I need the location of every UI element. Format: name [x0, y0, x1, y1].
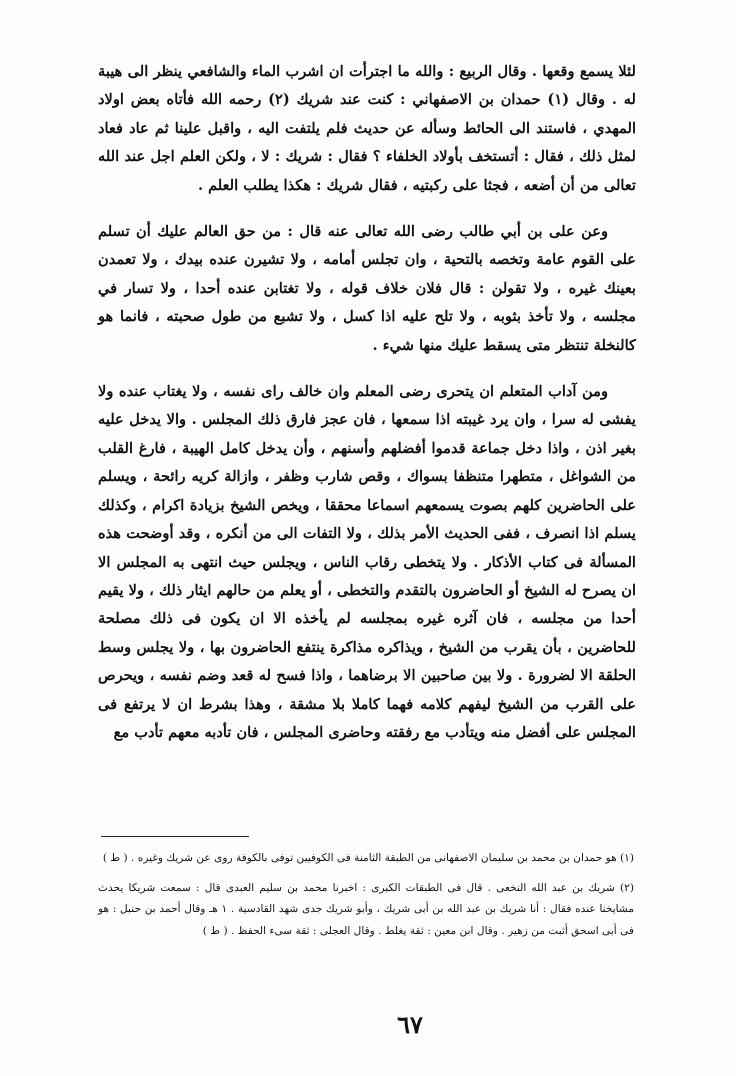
footnote-2: (٢) شريك بن عبد الله النخعى . قال فى الطبقات الكبرى : اخبرنا محمد بن سليم العبدى قال : سمعت شريكا يحدث مشايخنا عنده فقال : أنا شريك بن عبد الله بن أبى شريك ، وأبو شريك جدى شهد القادسية . ١ هـ وقال أحمد بن حنبل : هو فى أبى اسحق أثبت من زهير . وقال ابن معين : ثقة يغلط . وقال العجلى : ثقة سىء الحفظ . ( ط ) [98, 882, 635, 937]
footnote-separator [101, 836, 249, 837]
paragraph-1: لئلا يسمع وقعها . وقال الربيع : والله ما اجترأت ان اشرب الماء والشافعي ينظر الى هيبة له . وقال (١) حمدان بن الاصفهاني : كنت عند شريك (٢) رحمه الله فأتاه بعض اولاد المهدي ، فاستند الى الحائط وسأله عن حديث فلم يلتفت اليه ، واقبل علينا ثم عاد فعاد لمثل ذلك ، فقال : أتستخف بأولاد الخلفاء ؟ فقال : شريك : لا ، ولكن العلم اجل عند الله تعالى من أن أضعه ، فجثا على ركبتيه ، فقال شريك : هكذا يطلب العلم . [98, 63, 636, 194]
footnotes [98, 848, 634, 942]
paragraph-3: ومن آداب المتعلم ان يتحرى رضى المعلم وان خالف راى نفسه ، ولا يغتاب عنده ولا يفشى له سرا ، وان يرد غيبته اذا سمعها ، فان عجز فارق ذلك المجلس . والا يدخل عليه بغير اذن ، واذا دخل جماعة قدموا أفضلهم وأسنهم ، وأن يدخل كامل الهيبة ، فارغ القلب من الشواغل ، متطهرا متنظفا بسواك ، وقص شارب وظفر ، وازالة كريه رائحة ، ويسلم على الحاضرين كلهم بصوت يسمعهم اسماعا محققا ، ويخص الشيخ بزيادة اكرام ، وكذلك يسلم اذا انصرف ، ففى الحديث الأمر بذلك ، ولا التفات الى من أنكره ، وقد أوضحت هذه المسألة فى كتاب الأذكار . ولا يتخطى رقاب الناس ، ويجلس حيث انتهى به المجلس الا ان يصرح له الشيخ أو الحاضرون بالتقدم والتخطى ، أو يعلم من حالهم ايثار ذلك ، ولا يقيم أحدا من مجلسه ، فان آثره غيره بمجلسه لم يأخذه الا ان يكون فى ذلك مصلحة للحاضرين ، بأن يقرب من الشيخ ، ويذاكره مذاكرة ينتفع الحاضرون بها ، ولا يجلس وسط الحلقة الا لضرورة . ولا بين صاحبين الا برضاهما ، واذا فسح له قعد وضم نفسه ، ويحرص على القرب من الشيخ ليفهم كلامه فهما كاملا بلا مشقة ، وهذا بشرط ان لا يرتفع فى المجلس على أفضل منه ويتأدب مع رفقته وحاضرى المجلس ، فان تأدبه معهم تأدب مع [98, 383, 636, 741]
paragraph-2: وعن على بن أبي طالب رضى الله تعالى عنه قال : من حق العالم عليك أن تسلم على القوم عامة وتخصه بالتحية ، وان تجلس أمامه ، ولا تشيرن عنده بيدك ، ولا تعمدن بعينك غيره ، ولا تقولن : قال فلان خلاف قوله ، ولا تغتابن عنده أحدا ، ولا تسار في مجلسه ، ولا تأخذ بثوبه ، ولا تلح عليه اذا كسل ، ولا تشبع من طول صحبته ، فانما هو كالنخلة تنتظر متى يسقط عليك منها شيء . [98, 223, 636, 354]
footnote-1: (١) هو حمدان بن محمد بن سليمان الاصفهانى من الطبقة الثامنة فى الكوفيين توفى بالكوفة روى عن شريك وغيره . ( ط ) [102, 852, 634, 864]
page-number: ٦٧ [397, 1010, 423, 1039]
main-text [98, 58, 636, 747]
